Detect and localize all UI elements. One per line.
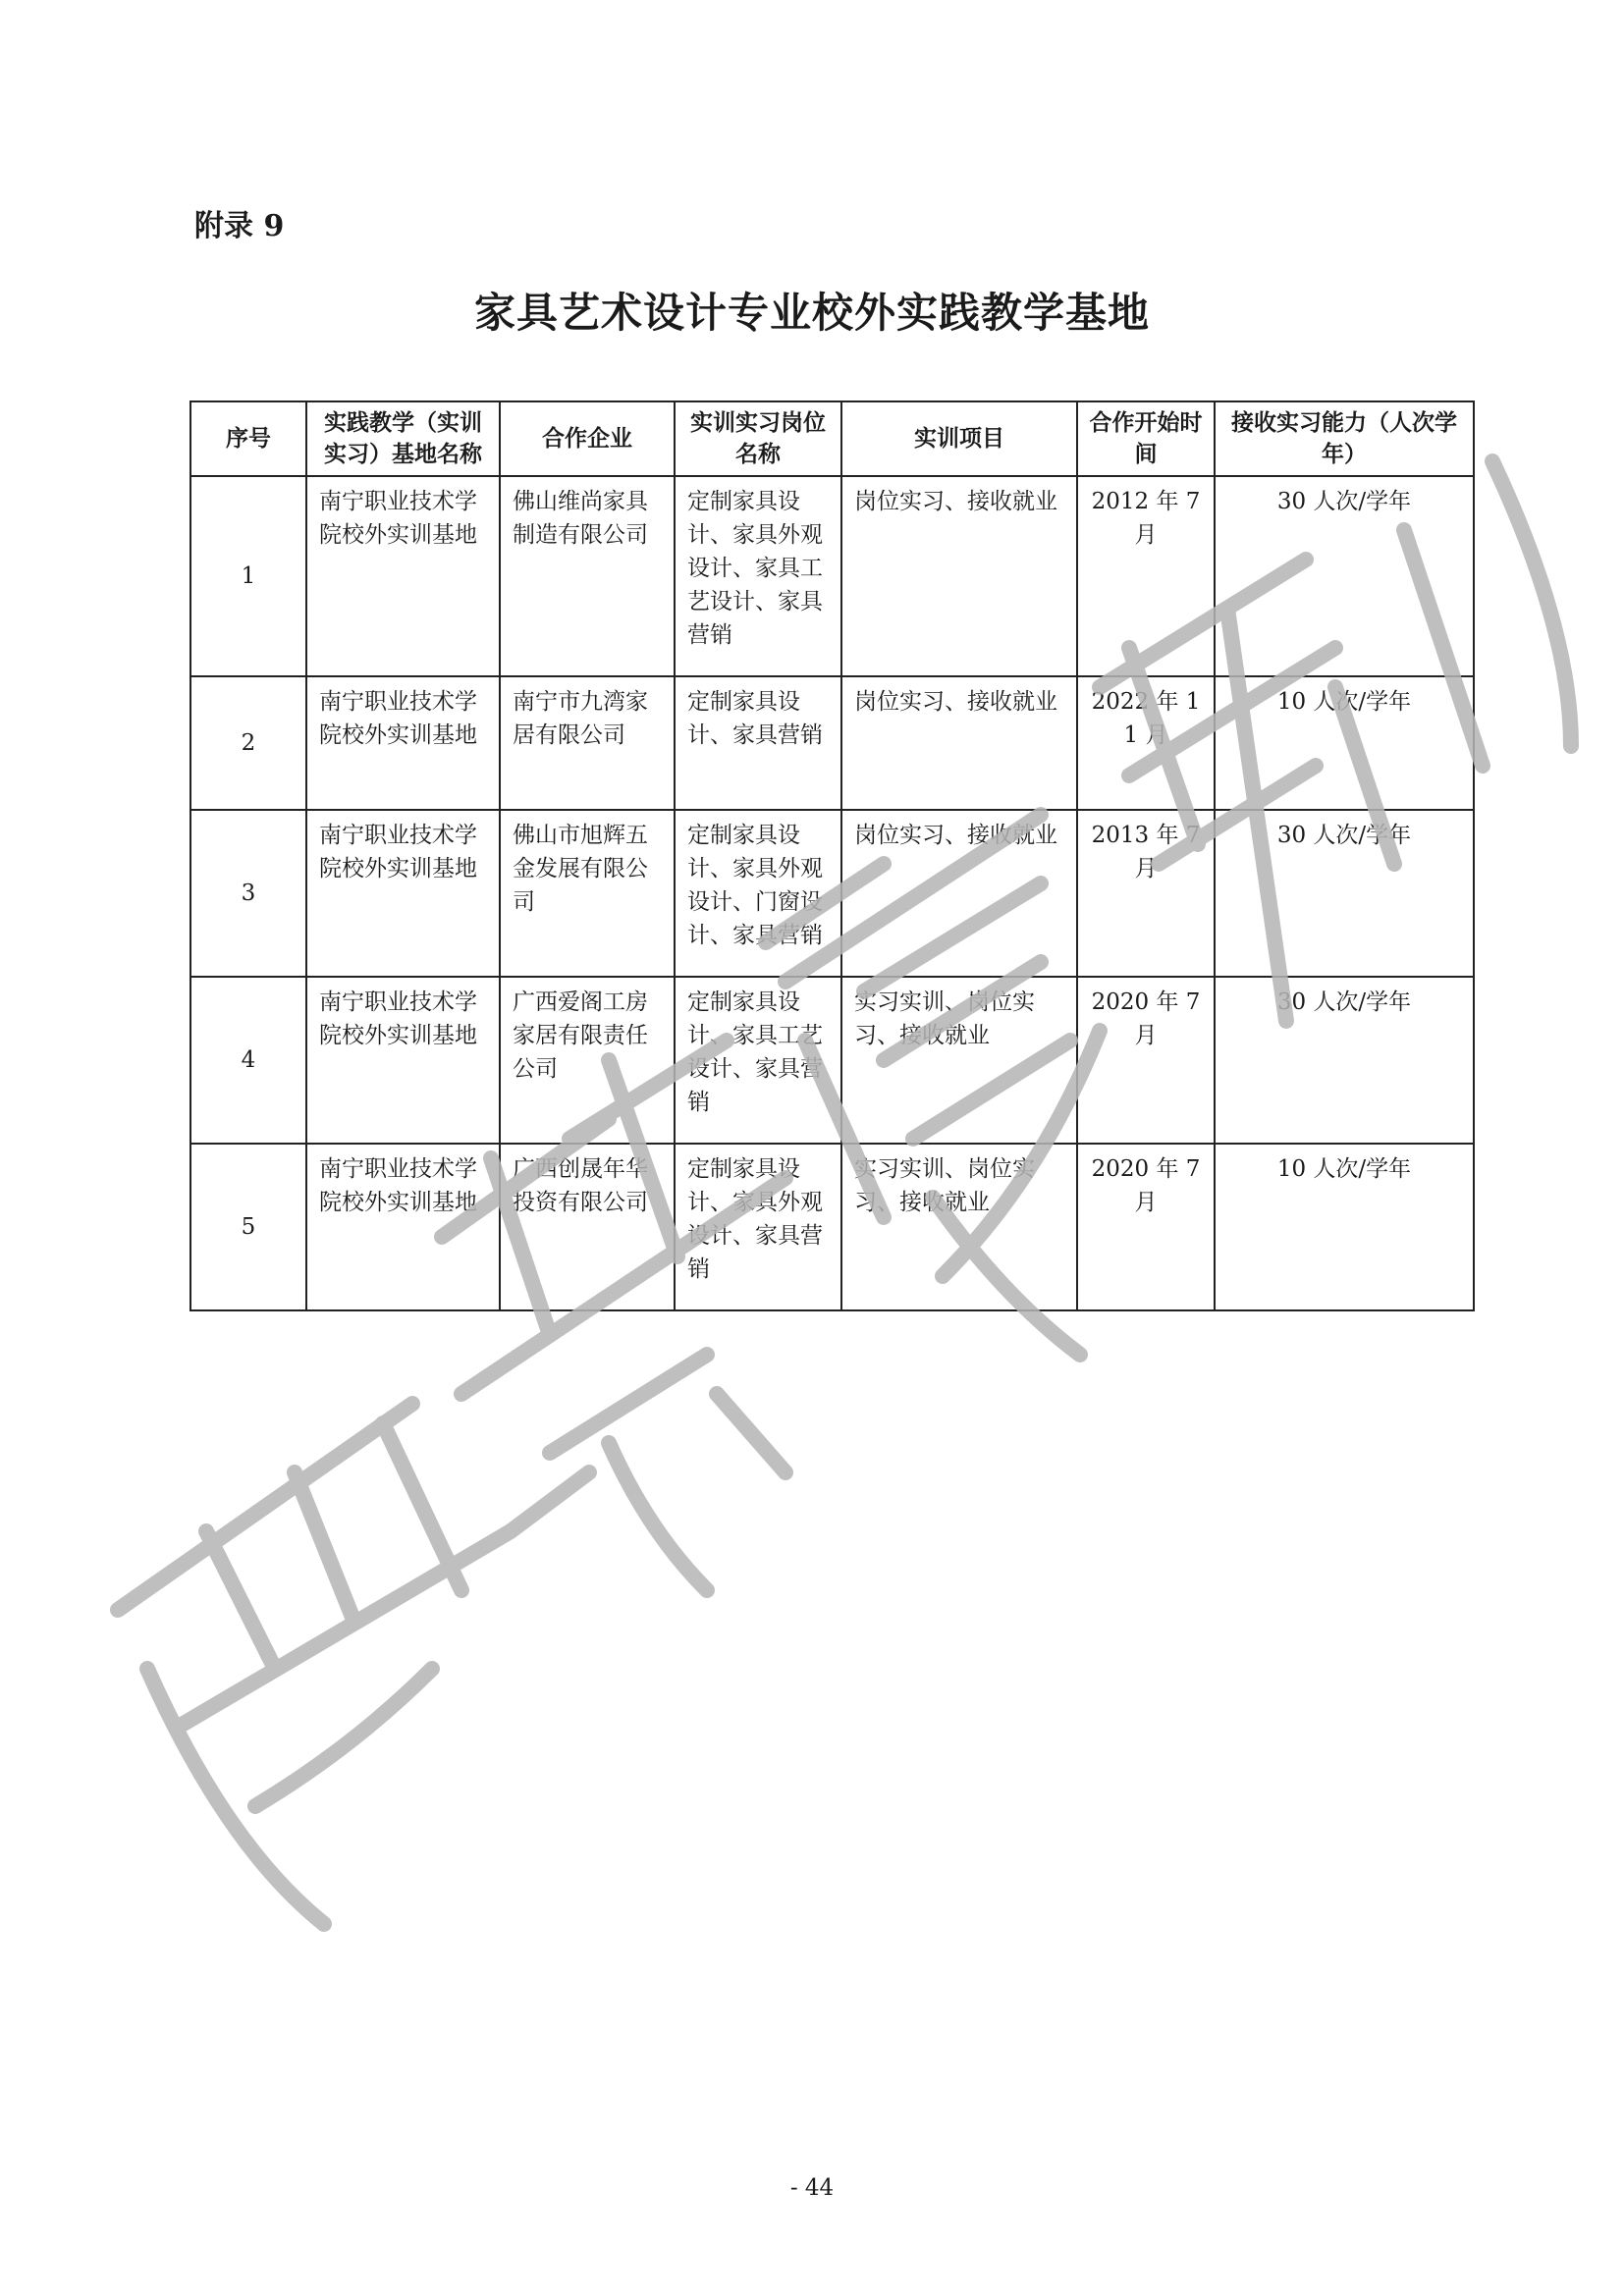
company: 南宁市九湾家居有限公司 (500, 676, 675, 810)
base-name: 南宁职业技术学院校外实训基地 (306, 1144, 500, 1310)
position: 定制家具设计、家具外观设计、家具工艺设计、家具营销 (675, 476, 841, 676)
start-date: 2013 年 7 月 (1077, 810, 1215, 977)
header-cell: 实训项目 (841, 401, 1077, 476)
capacity: 10 人次/学年 (1215, 676, 1474, 810)
position: 定制家具设计、家具营销 (675, 676, 841, 810)
project: 岗位实习、接收就业 (841, 676, 1077, 810)
table-row (190, 676, 1474, 810)
header-cell: 实践教学（实训实习）基地名称 (306, 401, 500, 476)
table-row (190, 1144, 1474, 1310)
page-number: - 44 (789, 2175, 835, 2201)
company: 广西爱阁工房家居有限责任公司 (500, 977, 675, 1144)
start-date: 2020 年 7 月 (1077, 1144, 1215, 1310)
company: 广西创晟年华投资有限公司 (500, 1144, 675, 1310)
base-name: 南宁职业技术学院校外实训基地 (306, 977, 500, 1144)
project: 实习实训、岗位实习、接收就业 (841, 977, 1077, 1144)
project: 岗位实习、接收就业 (841, 476, 1077, 676)
header-cell: 接收实习能力（人次学年） (1215, 401, 1474, 476)
page-title: 家具艺术设计专业校外实践教学基地 (473, 289, 1150, 337)
header-cell: 实训实习岗位名称 (675, 401, 841, 476)
header-cell: 序号 (190, 401, 306, 476)
start-date: 2022 年 11 月 (1077, 676, 1215, 810)
base-name: 南宁职业技术学院校外实训基地 (306, 810, 500, 977)
header-cell: 合作开始时间 (1077, 401, 1215, 476)
table-row (190, 476, 1474, 676)
row-index: 3 (190, 810, 306, 977)
base-name: 南宁职业技术学院校外实训基地 (306, 676, 500, 810)
appendix-label: 附录 9 (194, 209, 285, 243)
table-header-row (190, 401, 1474, 476)
table-row (190, 810, 1474, 977)
table-row (190, 977, 1474, 1144)
position: 定制家具设计、家具外观设计、家具营销 (675, 1144, 841, 1310)
company: 佛山市旭辉五金发展有限公司 (500, 810, 675, 977)
header-cell: 合作企业 (500, 401, 675, 476)
capacity: 30 人次/学年 (1215, 977, 1474, 1144)
base-name: 南宁职业技术学院校外实训基地 (306, 476, 500, 676)
capacity: 10 人次/学年 (1215, 1144, 1474, 1310)
row-index: 5 (190, 1144, 306, 1310)
project: 实习实训、岗位实习、接收就业 (841, 1144, 1077, 1310)
company: 佛山维尚家具制造有限公司 (500, 476, 675, 676)
row-index: 4 (190, 977, 306, 1144)
practice-base-table (189, 400, 1475, 1311)
start-date: 2012 年 7 月 (1077, 476, 1215, 676)
position: 定制家具设计、家具工艺设计、家具营销 (675, 977, 841, 1144)
position: 定制家具设计、家具外观设计、门窗设计、家具营销 (675, 810, 841, 977)
row-index: 2 (190, 676, 306, 810)
row-index: 1 (190, 476, 306, 676)
capacity: 30 人次/学年 (1215, 810, 1474, 977)
capacity: 30 人次/学年 (1215, 476, 1474, 676)
start-date: 2020 年 7 月 (1077, 977, 1215, 1144)
project: 岗位实习、接收就业 (841, 810, 1077, 977)
